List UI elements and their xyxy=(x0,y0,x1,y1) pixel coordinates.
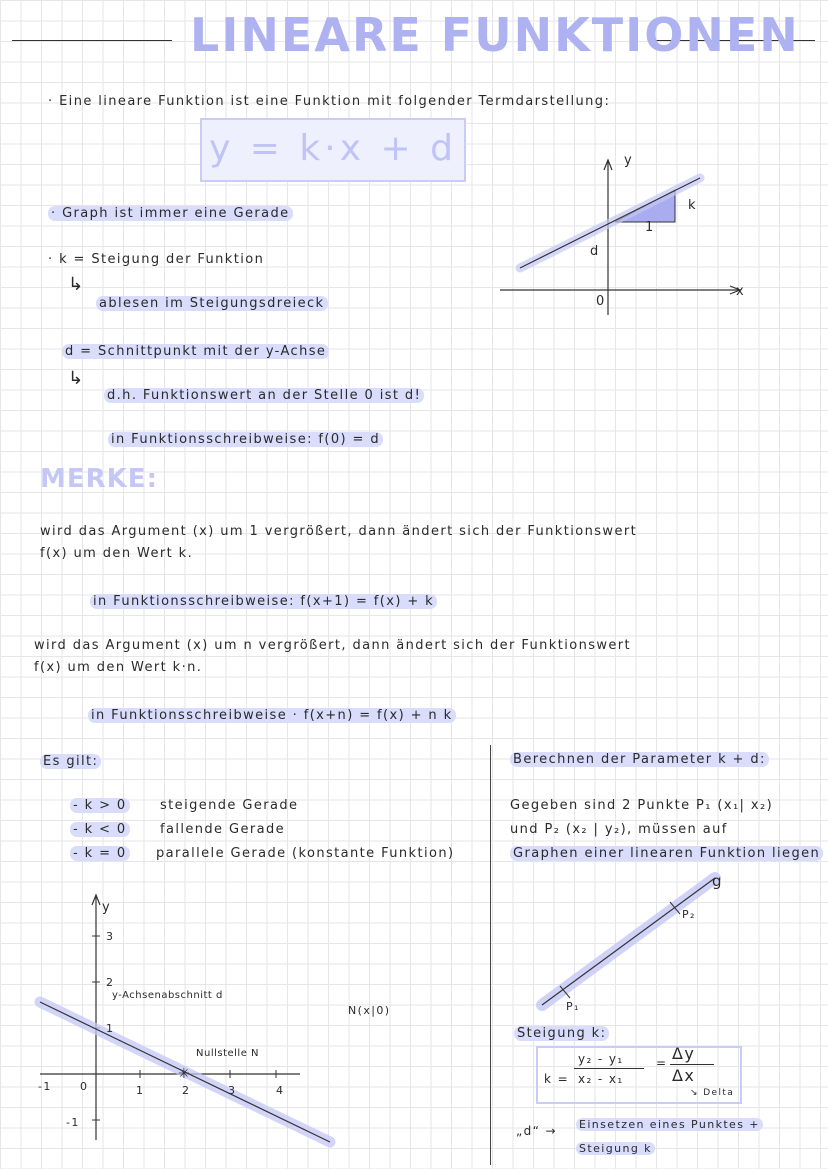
svg-text:✳: ✳ xyxy=(178,1066,190,1082)
rule2-notation: in Funktionsschreibweise · f(x+n) = f(x) + n k xyxy=(88,708,456,723)
point-d-sub: d.h. Funktionswert an der Stelle 0 ist d! xyxy=(104,388,424,403)
rule2-line-b: f(x) um den Wert k·n. xyxy=(34,660,203,675)
bl-y1: 1 xyxy=(106,1022,115,1035)
case-1-desc: steigende Gerade xyxy=(160,798,299,813)
top-one-label: 1 xyxy=(645,220,655,235)
page-title: LINEARE FUNKTIONEN xyxy=(190,8,800,62)
top-d-label: d xyxy=(590,244,600,259)
d-label: „d“ → xyxy=(516,1124,557,1138)
bl-x2: 2 xyxy=(182,1084,191,1097)
merke-heading: MERKE: xyxy=(40,464,158,494)
decreasing-line-graph xyxy=(30,890,350,1150)
d-text-b: Steigung k xyxy=(576,1142,655,1155)
slope-triangle-graph xyxy=(490,150,760,320)
right-g-label: g xyxy=(712,872,723,890)
es-gilt-label: Es gilt: xyxy=(40,754,101,769)
bl-x1: 1 xyxy=(136,1084,145,1097)
point-k-slope: · k = Steigung der Funktion xyxy=(48,252,265,267)
right-given-a: Gegeben sind 2 Punkte P₁ (x₁| x₂) xyxy=(510,798,774,813)
d-text-a: Einsetzen eines Punktes + xyxy=(576,1118,763,1131)
rule1-line-b: f(x) um den Wert k. xyxy=(40,546,194,561)
top-y-label: y xyxy=(624,153,634,168)
bl-x4: 4 xyxy=(276,1084,285,1097)
bl-nullstelle-label: Nullstelle N xyxy=(196,1048,260,1059)
right-heading: Berechnen der Parameter k + d: xyxy=(510,752,769,767)
top-zero-label: 0 xyxy=(596,294,606,309)
bl-n-point: N(x|0) xyxy=(348,1004,391,1017)
point-graph-line: · Graph ist immer eine Gerade xyxy=(48,206,293,221)
case-2-cond: - k < 0 xyxy=(70,822,130,837)
bl-y2: 2 xyxy=(106,976,115,989)
two-points-graph xyxy=(530,870,730,1020)
bl-y-label: y xyxy=(102,900,112,915)
slope-numerator: y₂ - y₁ xyxy=(578,1052,624,1066)
title-rule-left xyxy=(12,40,172,41)
column-divider xyxy=(490,745,491,1165)
bl-x3: 3 xyxy=(228,1084,237,1097)
slope-k: k = xyxy=(544,1072,570,1086)
bl-intercept-label: y-Achsenabschnitt d xyxy=(112,990,223,1001)
delta-fraction-bar xyxy=(670,1064,714,1065)
delta-y: Δy xyxy=(672,1044,696,1063)
right-given-c: Graphen einer linearen Funktion liegen xyxy=(510,846,823,861)
top-k-label: k xyxy=(688,198,697,213)
formula-box xyxy=(200,118,466,182)
case-2-desc: fallende Gerade xyxy=(160,822,286,837)
steigung-label: Steigung k: xyxy=(514,1026,609,1041)
bl-ym1: -1 xyxy=(66,1116,80,1129)
point-d-notation: in Funktionsschreibweise: f(0) = d xyxy=(108,432,383,447)
right-p1-label: P₁ xyxy=(566,1000,580,1013)
arrow-icon: ↳ xyxy=(68,274,85,295)
point-d-intercept: d = Schnittpunkt mit der y-Achse xyxy=(62,344,329,359)
case-3-desc: parallele Gerade (konstante Funktion) xyxy=(156,846,455,861)
slope-eq: = xyxy=(656,1056,668,1070)
case-1-cond: - k > 0 xyxy=(70,798,130,813)
arrow-icon: ↳ xyxy=(68,368,85,389)
right-p2-label: P₂ xyxy=(682,908,696,921)
case-3-cond: - k = 0 xyxy=(70,846,130,861)
intro-text: · Eine lineare Funktion ist eine Funktion mit folgender Termdarstellung: xyxy=(48,94,611,109)
top-x-label: x xyxy=(736,284,746,299)
slope-denominator: x₂ - x₁ xyxy=(578,1072,624,1086)
rule1-line-a: wird das Argument (x) um 1 vergrößert, dann ändert sich der Funktionswert xyxy=(40,524,638,539)
delta-note: ↘ Delta xyxy=(690,1088,735,1098)
fraction-bar xyxy=(574,1068,644,1069)
point-k-sub: ablesen im Steigungsdreieck xyxy=(96,296,328,311)
rule1-notation: in Funktionsschreibweise: f(x+1) = f(x) + k xyxy=(90,594,437,609)
delta-x: Δx xyxy=(672,1066,696,1085)
formula: y = k·x + d xyxy=(209,128,457,169)
bl-y3: 3 xyxy=(106,930,115,943)
right-given-b: und P₂ (x₂ | y₂), müssen auf xyxy=(510,822,728,837)
bl-x0: 0 xyxy=(80,1080,89,1093)
bl-xm1: -1 xyxy=(38,1080,52,1093)
rule2-line-a: wird das Argument (x) um n vergrößert, dann ändert sich der Funktionswert xyxy=(34,638,632,653)
